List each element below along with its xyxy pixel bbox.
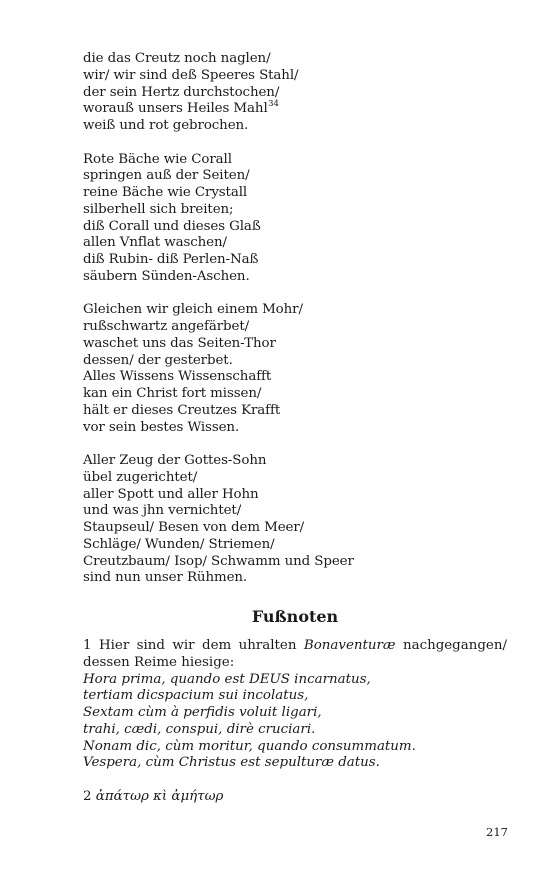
stanza <box>83 51 507 135</box>
poem-line: Gleichen wir gleich einem Mohr/ <box>83 302 303 318</box>
latin-verse-line: Hora prima, quando est DEUS incarnatus, <box>83 671 371 687</box>
poem-line: Alles Wissens Wissenschafft <box>83 369 272 385</box>
stanza <box>83 302 507 436</box>
poem-line: übel zugerichtet/ <box>83 469 198 485</box>
poem-line: rußschwartz angefärbet/ <box>83 319 250 334</box>
poem-line: allen Vnflat waschen/ <box>83 235 227 251</box>
poem-line: silberhell sich breiten; <box>83 201 234 217</box>
stanza <box>83 453 507 587</box>
page-number: 217 <box>486 825 508 839</box>
poem-line: Rote Bäche wie Corall <box>83 151 232 167</box>
footnotes-heading: Fußnoten <box>251 607 339 626</box>
poem-line: die das Creutz noch naglen/ <box>83 51 271 66</box>
poem-line: hält er dieses Creutzes Krafft <box>83 402 281 418</box>
poem-line: sind nun unser Rühmen. <box>83 570 248 586</box>
poem-line: säubern Sünden-Aschen. <box>83 268 250 284</box>
footnote-2-greek-text: ἀπάτωρ κὶ ἀμήτωρ <box>95 788 224 804</box>
footnote-2-number: 2 <box>83 788 96 804</box>
footnote-2 <box>83 789 507 806</box>
poem-line: reine Bäche wie Crystall <box>83 185 248 200</box>
latin-verse-line: tertiam dicspacium sui incolatus, <box>83 688 309 704</box>
poem-line: Aller Zeug der Gottes-Sohn <box>83 453 267 468</box>
footnote-1 <box>83 638 507 772</box>
poem-line: der sein Hertz durchstochen/ <box>83 84 280 100</box>
poem-line: springen auß der Seiten/ <box>83 168 250 184</box>
poem-line: Schläge/ Wunden/ Striemen/ <box>83 536 275 552</box>
footnote-1-intro <box>83 638 507 672</box>
poem-line: diß Corall und dieses Glaß <box>83 218 261 234</box>
poem-line: Creutzbaum/ Isop/ Schwamm und Speer <box>83 553 354 569</box>
latin-verse-line: Vespera, cùm Christus est sepulturæ datus. <box>83 755 380 771</box>
poem-line: kan ein Christ fort missen/ <box>83 386 262 401</box>
poem-line: dessen/ der gesterbet. <box>83 352 233 368</box>
poem-line: wir/ wir sind deß Speeres Stahl/ <box>83 67 299 83</box>
footnote-reference[interactable]: 34 <box>268 99 279 110</box>
poem-line: und was jhn vernichtet/ <box>83 503 242 519</box>
footnote-1-intro-end: nachgegangen/ dessen Reime hiesige: <box>83 638 507 670</box>
latin-verse-line: Sextam cùm à perfidis voluit ligari, <box>83 705 322 720</box>
latin-verse-line: trahi, cædi, conspui, dirè cruciari. <box>83 721 316 737</box>
footnotes <box>83 638 507 806</box>
poem-line: weiß und rot gebrochen. <box>83 118 249 133</box>
poem-line: waschet uns das Seiten-Thor <box>83 335 276 351</box>
poem-line: aller Spott und aller Hohn <box>83 486 259 502</box>
stanza <box>83 152 507 286</box>
poem-line: diß Rubin- diß Perlen-Naß <box>83 252 259 267</box>
poem <box>83 51 507 587</box>
footnote-1-intro-start: 1 Hier sind wir dem uhralten <box>83 638 304 653</box>
poem-line: Staupseul/ Besen von dem Meer/ <box>83 520 305 535</box>
latin-verse-line: Nonam dic, cùm moritur, quando consummatum. <box>83 738 416 754</box>
poem-line: vor sein bestes Wissen. <box>83 419 240 435</box>
footnote-1-author: Bonaventuræ <box>303 638 396 653</box>
page-body <box>83 51 507 806</box>
poem-line <box>83 101 507 118</box>
poem-line-text: worauß unsers Heiles Mahl <box>83 101 268 117</box>
